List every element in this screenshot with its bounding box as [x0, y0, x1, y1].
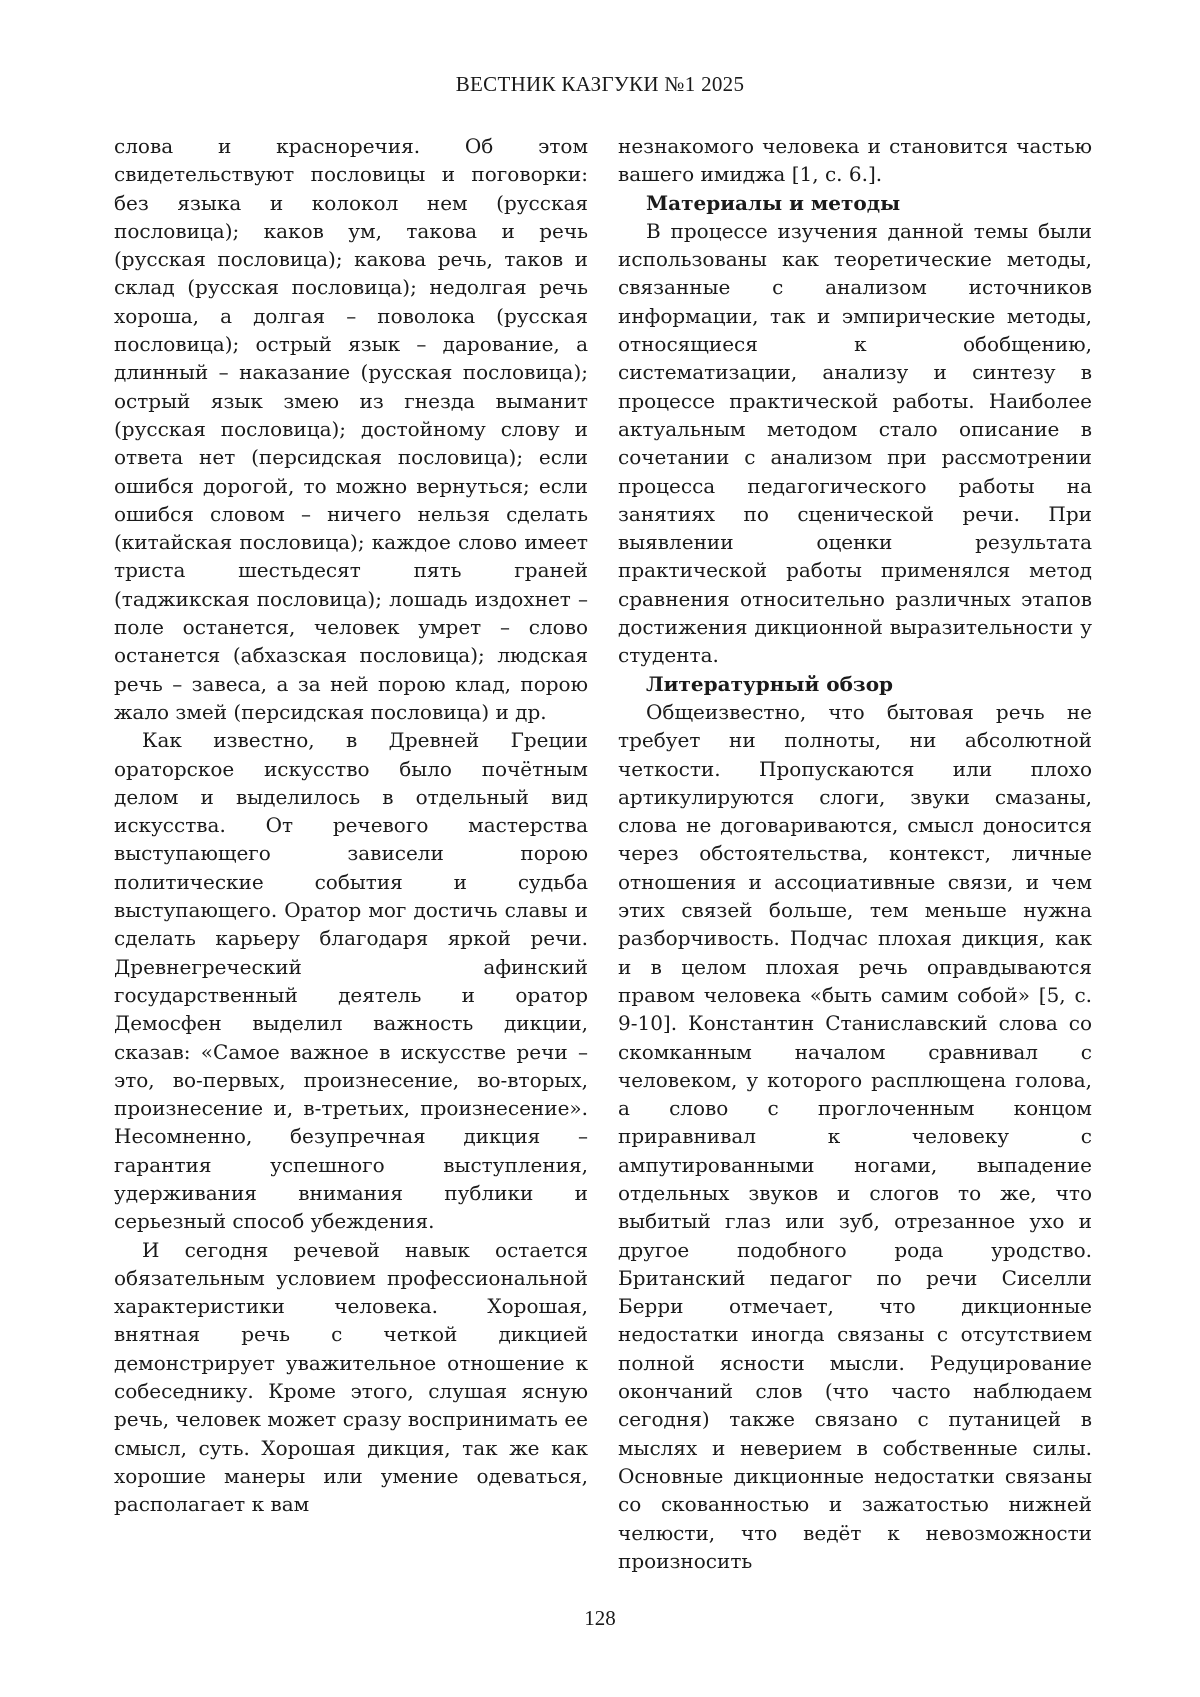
- paragraph-speech-skill: И сегодня речевой навык остается обязательным условием профессиональной характеристики человека. Хорошая, внятная речь с четкой дикцией демонстрирует уважительное отношение к собеседнику. Кроме этого, слушая ясную речь, человек может сразу воспринимать ее смысл, суть. Хорошая дикция, так же как хорошие манеры или умение одеваться, располагает к вам: [114, 1237, 588, 1517]
- heading-literature-review: Литературный обзор: [646, 671, 894, 696]
- heading-materials-methods: Материалы и методы: [646, 190, 901, 215]
- paragraph-methods: В процессе изучения данной темы были использованы как теоретические методы, связанные с анализом источников информации, так и эмпирические методы, относящиеся к обобщению, систематизации, анализу и синтезу в процессе практической работы. Наиболее актуальным методом стало описание в сочетании с анализом при рассмотрении процесса педагогического работы на занятиях по сценической речи. При выявлении оценки результата практической работы применялся метод сравнения относительно различных этапов достижения дикционной выразительности у студента.: [618, 218, 1092, 668]
- paragraph-ancient-greece: Как известно, в Древней Греции ораторское искусство было почётным делом и выделилось в отдельный вид искусства. От речевого мастерства выступающего зависели порою политические события и судьба выступающего. Оратор мог достичь славы и сделать карьеру благодаря яркой речи. Древнегреческий афинский государственный деятель и оратор Демосфен выделил важность дикции, сказав: «Самое важное в искусстве речи – это, во-первых, произнесение, во-вторых, произнесение и, в-третьих, произнесение». Несомненно, безупречная дикция – гарантия успешного выступления, удерживания внимания публики и серьезный способ убеждения.: [114, 728, 588, 1234]
- paragraph-literature-review: Общеизвестно, что бытовая речь не требует ни полноты, ни абсолютной четкости. Пропускаются или плохо артикулируются слоги, звуки смазаны, слова не договариваются, смысл доносится через обстоятельства, контекст, личные отношения и ассоциативные связи, и чем этих связей больше, тем меньше нужна разборчивость. Подчас плохая дикция, как и в целом плохая речь оправдываются правом человека «быть самим собой» [5, с. 9-10]. Константин Станиславский слова со скомканным началом сравнивал с человеком, у которого расплющена голова, а слово с проглоченным концом приравнивал к человеку с ампутированными ногами, выпадение отдельных звуков и слогов то же, что выбитый глаз или зуб, отрезанное ухо и другое подобного рода уродство. Британский педагог по речи Сиселли Берри отмечает, что дикционные недостатки иногда связаны с отсутствием полной ясности мысли. Редуцирование окончаний слов (что часто наблюдаем сегодня) также связано с путаницей в мыслях и неверием в собственные силы. Основные дикционные недостатки связаны со скованностью и зажатостью нижней челюсти, что ведёт к невозможности произносить: [618, 699, 1092, 1573]
- left-column: [114, 132, 588, 1519]
- paragraph-continuation: незнакомого человека и становится частью вашего имиджа [1, с. 6.].: [618, 134, 1092, 187]
- paragraph-proverbs: слова и красноречия. Об этом свидетельствуют пословицы и поговорки: без языка и колокол нем (русская пословица); каков ум, такова и речь (русская пословица); какова речь, таков и склад (русская пословица); недолгая речь хороша, а долгая – поволока (русская пословица); острый язык – дарование, а длинный – наказание (русская пословица); острый язык змею из гнезда выманит (русская пословица); достойному слову и ответа нет (персидская пословица); если ошибся дорогой, то можно вернуться; если ошибся словом – ничего нельзя сделать (китайская пословица); каждое слово имеет триста шестьдесят пять граней (таджикская пословица); лошадь издохнет – поле останется, человек умрет – слово останется (абхазская пословица); людская речь – завеса, а за ней порою клад, порою жало змей (персидская пословица) и др.: [114, 134, 588, 724]
- page-number: 128: [584, 1606, 616, 1630]
- journal-header: ВЕСТНИК КАЗГУКИ №1 2025: [455, 72, 745, 96]
- right-column: [618, 132, 1092, 1575]
